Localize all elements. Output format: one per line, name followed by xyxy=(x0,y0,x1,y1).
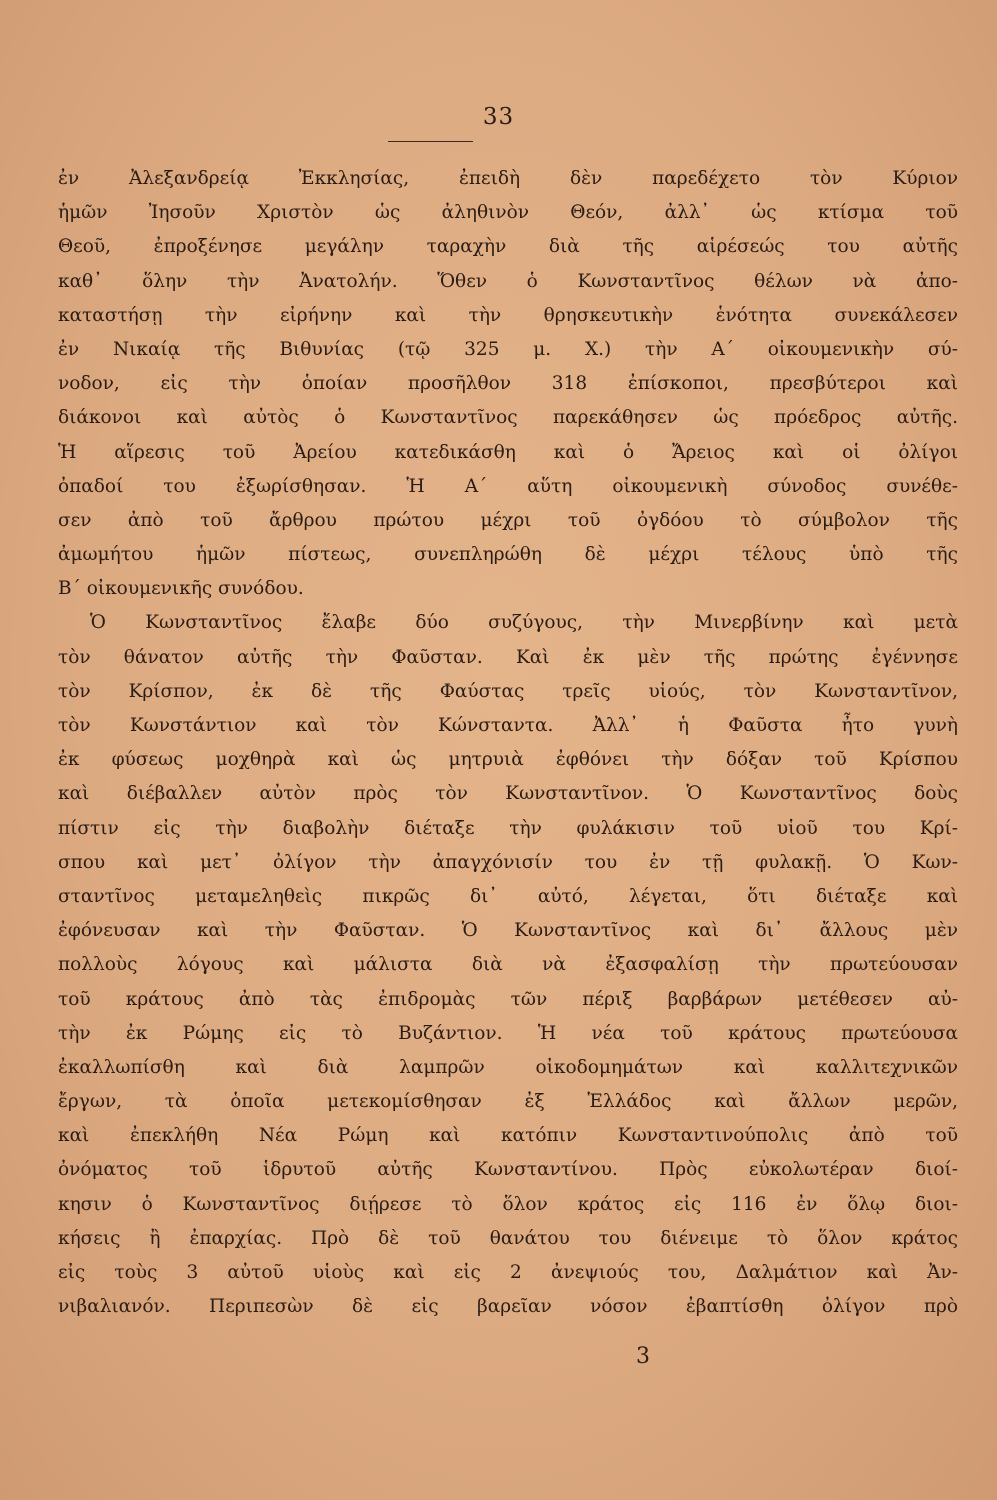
text-line: Θεοῦ, ἐπροξένησε μεγάλην ταραχὴν διὰ τῆς αἱρέσεώς του αὐτῆς xyxy=(58,236,958,258)
text-line: νοδον, εἰς τὴν ὁποίαν προσῆλθον 318 ἐπίσκοποι, πρεσβύτεροι καὶ xyxy=(58,373,958,395)
text-line: σεν ἀπὸ τοῦ ἄρθρου πρώτου μέχρι τοῦ ὀγδόου τὸ σύμβολον τῆς xyxy=(58,509,958,531)
text-line: κήσεις ἢ ἐπαρχίας. Πρὸ δὲ τοῦ θανάτου του διένειμε τὸ ὅλον κράτος xyxy=(58,1227,958,1249)
text-line: πολλοὺς λόγους καὶ μάλιστα διὰ νὰ ἐξασφαλίσῃ τὴν πρωτεύουσαν xyxy=(58,954,958,976)
text-line: τὸν θάνατον αὐτῆς τὴν Φαῦσταν. Καὶ ἐκ μὲν τῆς πρώτης ἐγέννησε xyxy=(58,646,958,668)
text-line: Ἡ αἵρεσις τοῦ Ἀρείου κατεδικάσθη καὶ ὁ Ἄρειος καὶ οἱ ὀλίγοι xyxy=(58,441,958,463)
text-line: σπου καὶ μετ᾽ ὀλίγον τὴν ἀπαγχόνισίν του ἐν τῇ φυλακῇ. Ὁ Κων- xyxy=(58,851,958,873)
text-line: ἐν Ἀλεξανδρείᾳ Ἐκκλησίας, ἐπειδὴ δὲν παρεδέχετο τὸν Κύριον xyxy=(58,168,958,189)
body-text xyxy=(58,162,958,1324)
text-line: πίστιν εἰς τὴν διαβολὴν διέταξε τὴν φυλάκισιν τοῦ υἱοῦ του Κρί- xyxy=(58,817,958,839)
text-line: καθ᾽ ὅλην τὴν Ἀνατολήν. Ὅθεν ὁ Κωνσταντῖνος θέλων νὰ ἀπο- xyxy=(58,270,958,292)
signature-mark: 3 xyxy=(636,1344,650,1369)
text-line: τοῦ κράτους ἀπὸ τὰς ἐπιδρομὰς τῶν πέριξ βαρβάρων μετέθεσεν αὐ- xyxy=(58,988,958,1010)
text-line: διάκονοι καὶ αὐτὸς ὁ Κωνσταντῖνος παρεκάθησεν ὡς πρόεδρος αὐτῆς. xyxy=(58,407,958,429)
text-line: ἐκ φύσεως μοχθηρὰ καὶ ὡς μητρυιὰ ἐφθόνει τὴν δόξαν τοῦ Κρίσπου xyxy=(58,749,958,771)
text-line: εἰς τοὺς 3 αὐτοῦ υἱοὺς καὶ εἰς 2 ἀνεψιούς του, Δαλμάτιον καὶ Ἀν- xyxy=(58,1262,958,1283)
text-line: σταντῖνος μεταμεληθεὶς πικρῶς δι᾽ αὐτό, λέγεται, ὅτι διέταξε καὶ xyxy=(58,885,958,907)
text-line: ὀπαδοί του ἐξωρίσθησαν. Ἡ Α΄ αὕτη οἰκουμενικὴ σύνοδος συνέθε- xyxy=(58,475,958,497)
page-number: 33 xyxy=(482,104,515,130)
text-line: τὸν Κωνστάντιον καὶ τὸν Κώνσταντα. Ἀλλ᾽ ἡ Φαῦστα ἦτο γυνὴ xyxy=(58,715,958,736)
text-line: Β΄ οἰκουμενικῆς συνόδου. xyxy=(58,578,304,600)
text-line: τὴν ἐκ Ρώμης εἰς τὸ Βυζάντιον. Ἡ νέα τοῦ κράτους πρωτεύουσα xyxy=(58,1022,958,1044)
header-rule xyxy=(388,141,473,142)
text-line: ἡμῶν Ἰησοῦν Χριστὸν ὡς ἀληθινὸν Θεόν, ἀλλ᾽ ὡς κτίσμα τοῦ xyxy=(58,202,958,224)
text-line: κησιν ὁ Κωνσταντῖνος διῄρεσε τὸ ὅλον κράτος εἰς 116 ἐν ὅλῳ διοι- xyxy=(58,1193,958,1215)
text-line: ἐφόνευσαν καὶ τὴν Φαῦσταν. Ὁ Κωνσταντῖνος καὶ δι᾽ ἄλλους μὲν xyxy=(58,920,958,942)
text-line: καὶ διέβαλλεν αὐτὸν πρὸς τὸν Κωνσταντῖνον. Ὁ Κωνσταντῖνος δοὺς xyxy=(58,783,958,805)
text-line: ἀμωμήτου ἡμῶν πίστεως, συνεπληρώθη δὲ μέχρι τέλους ὑπὸ τῆς xyxy=(58,544,958,566)
text-line: καὶ ἐπεκλήθη Νέα Ρώμη καὶ κατόπιν Κωνσταντινούπολις ἀπὸ τοῦ xyxy=(58,1125,958,1147)
text-line: Ὁ Κωνσταντῖνος ἔλαβε δύο συζύγους, τὴν Μινερβίνην καὶ μετὰ xyxy=(90,612,958,634)
text-line: καταστήσῃ τὴν εἰρήνην καὶ τὴν θρησκευτικὴν ἑνότητα συνεκάλεσεν xyxy=(58,304,958,326)
text-line: νιβαλιανόν. Περιπεσὼν δὲ εἰς βαρεῖαν νόσον ἐβαπτίσθη ὀλίγον πρὸ xyxy=(58,1296,958,1318)
text-line: τὸν Κρίσπον, ἐκ δὲ τῆς Φαύστας τρεῖς υἱούς, τὸν Κωνσταντῖνον, xyxy=(58,680,958,702)
text-line: ἐν Νικαίᾳ τῆς Βιθυνίας (τῷ 325 μ. Χ.) τὴν Α΄ οἰκουμενικὴν σύ- xyxy=(58,338,958,360)
text-line: ἐκαλλωπίσθη καὶ διὰ λαμπρῶν οἰκοδομημάτων καὶ καλλιτεχνικῶν xyxy=(58,1056,958,1078)
text-line: ἔργων, τὰ ὁποῖα μετεκομίσθησαν ἐξ Ἑλλάδος καὶ ἄλλων μερῶν, xyxy=(58,1091,958,1113)
text-line: ὀνόματος τοῦ ἱδρυτοῦ αὐτῆς Κωνσταντίνου. Πρὸς εὐκολωτέραν διοί- xyxy=(58,1159,958,1181)
